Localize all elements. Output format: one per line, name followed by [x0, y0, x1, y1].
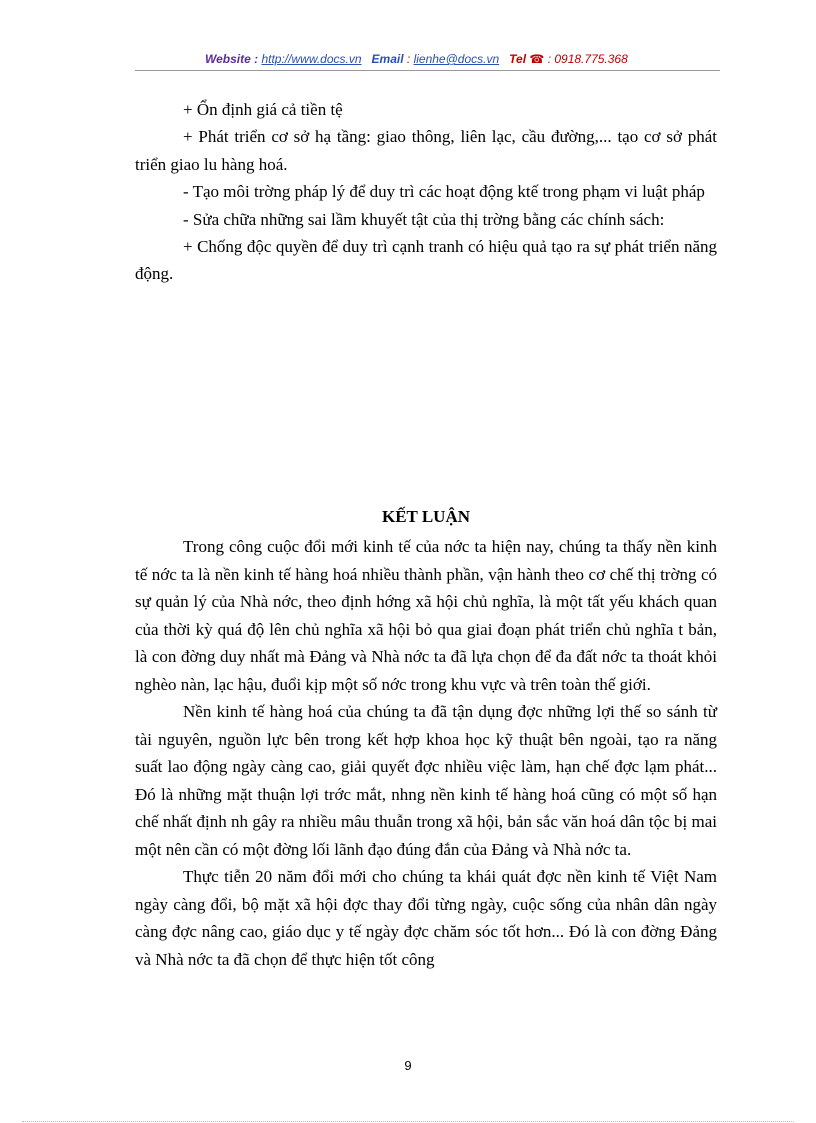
email-label: Email: [371, 52, 404, 66]
email-link[interactable]: lienhe@docs.vn: [413, 52, 500, 66]
website-link[interactable]: http://www.docs.vn: [261, 52, 362, 66]
paragraph: - Sửa chữa những sai lầm khuyết tật của thị trờng bằng các chính sách:: [183, 209, 665, 229]
email-separator: :: [403, 52, 414, 66]
page-number: 9: [404, 1058, 412, 1073]
tel-value: : 0918.775.368: [544, 52, 628, 66]
website-label: Website :: [205, 52, 262, 66]
tel-label: Tel: [509, 52, 527, 66]
paragraph: Trong công cuộc đổi mới kinh tế của nớc ta hiện nay, chúng ta thấy nền kinh tế nớc ta là nền kinh tế hàng hoá nhiều thành phần, vận hành theo cơ chế thị trờng có sự quản lý của Nhà nớc, theo định hớng xã hội chủ nghĩa, là một tất yếu khách quan của thời kỳ quá độ lên chủ nghĩa xã hội bỏ qua giai đoạn phát triển chủ nghĩa t bản, là con đờng duy nhất mà Đảng và Nhà nớc ta đã lựa chọn để đa đất nớc ta thoát khỏi nghèo nàn, lạc hậu, đuổi kịp một số nớc trong khu vực và trên toàn thế giới.: [135, 537, 717, 694]
page-bottom-border: [22, 1121, 794, 1122]
page-header: [205, 52, 725, 66]
paragraph: + Phát triển cơ sở hạ tầng: giao thông, liên lạc, cầu đường,... tạo cơ sở phát triển giao lu hàng hoá.: [135, 127, 717, 174]
section-title: KẾT LUẬN: [381, 507, 470, 526]
phone-icon: ☎: [529, 52, 545, 66]
paragraph: + Chống độc quyền để duy trì cạnh tranh có hiệu quả tạo ra sự phát triển năng động.: [135, 237, 717, 284]
top-section: [135, 96, 717, 288]
header-divider: [135, 70, 720, 71]
paragraph: Nền kinh tế hàng hoá của chúng ta đã tận dụng đợc những lợi thế so sánh từ tài nguyên, nguồn lực bên trong kết hợp khoa học kỹ thuật bên ngoài, tạo ra năng suất lao động ngày càng cao, giải quyết đợc nhiều việc làm, hạn chế đợc lạm phát... Đó là những mặt thuận lợi trớc mắt, nhng nền kinh tế hàng hoá cũng có một số hạn chế nhất định nh gây ra nhiều mâu thuẫn trong xã hội, bản sắc văn hoá dân tộc bị mai một nên cần có một đờng lối lãnh đạo đúng đắn của Đảng và Nhà nớc ta.: [135, 702, 717, 859]
conclusion-section: [135, 533, 717, 973]
paragraph: Thực tiễn 20 năm đổi mới cho chúng ta khái quát đợc nền kinh tế Việt Nam ngày càng đổi, bộ mặt xã hội đợc thay đổi từng ngày, cuộc sống của nhân dân ngày càng đợc nâng cao, giáo dục y tế ngày đợc chăm sóc tốt hơn... Đó là con đờng Đảng và Nhà nớc ta đã chọn để thực hiện tốt công: [135, 867, 717, 969]
paragraph: + Ổn định giá cả tiền tệ: [183, 100, 343, 119]
paragraph: - Tạo môi trờng pháp lý để duy trì các hoạt động ktế trong phạm vi luật pháp: [183, 182, 705, 202]
